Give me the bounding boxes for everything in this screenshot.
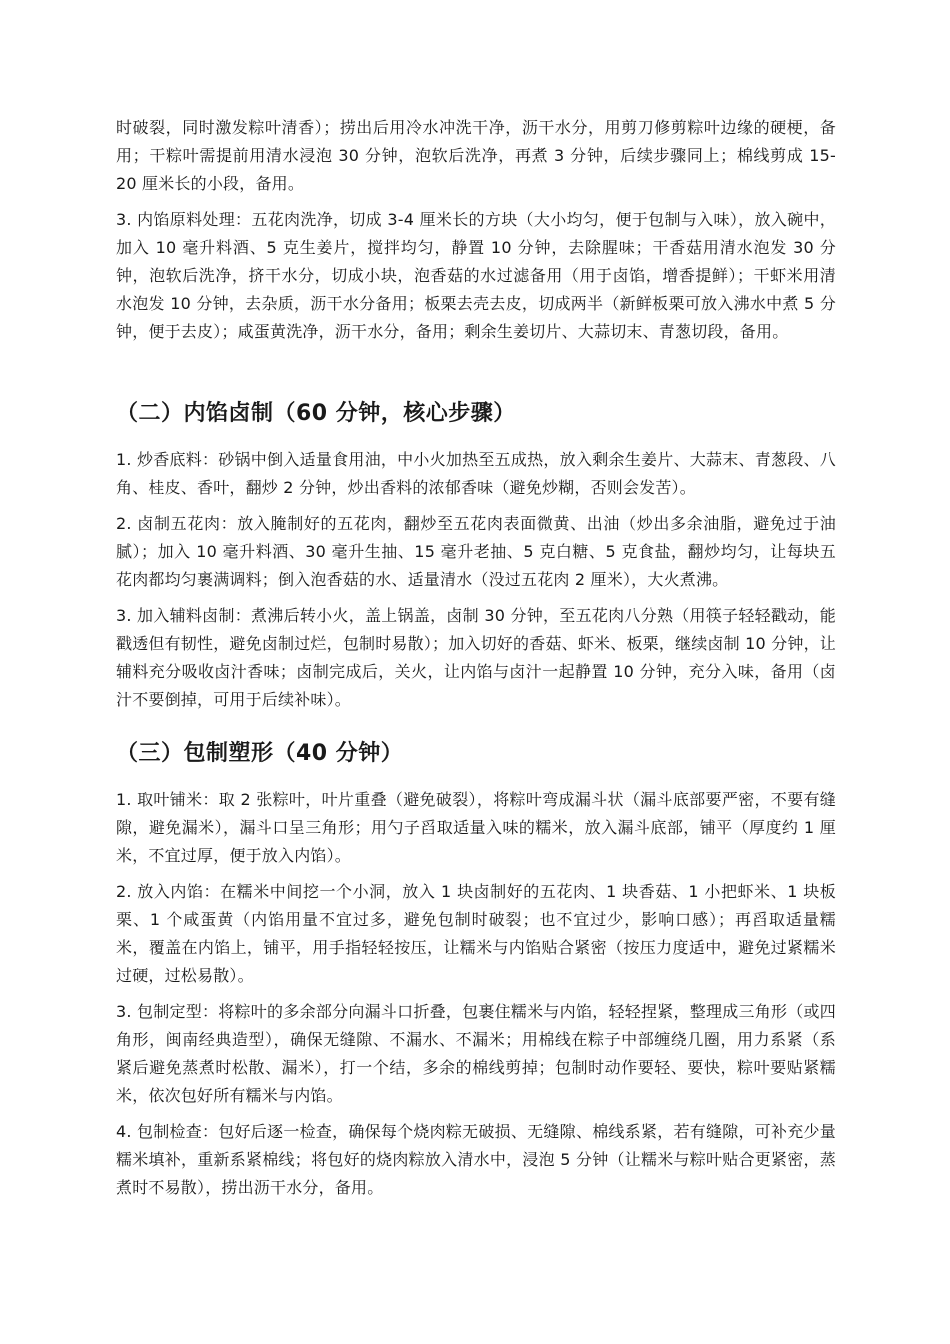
section-heading-braising: （二）内馅卤制（60 分钟，核心步骤） <box>116 401 516 426</box>
paragraph-add-filling: 2. 放入内馅：在糯米中间挖一个小洞，放入 1 块卤制好的五花肉、1 块香菇、1 小把虾米、1 块板栗、1 个咸蛋黄（内馅用量不宜过多，避免包制时破裂；也不宜过少，影响口感）；再舀取适量糯米，覆盖在内馅上，铺平，用手指轻轻按压，让糯米与内馅贴合紧密（按压力度适中，避免过紧糯米过硬，过松易散）。 <box>116 882 836 985</box>
paragraph-lay-leaves: 1. 取叶铺米：取 2 张粽叶，叶片重叠（避免破裂），将粽叶弯成漏斗状（漏斗底部要严密，不要有缝隙，避免漏米），漏斗口呈三角形；用勺子舀取适量入味的糯米，放入漏斗底部，铺平（厚度约 1 厘米，不宜过厚，便于放入内馅）。 <box>116 790 836 865</box>
paragraph-braise-pork: 2. 卤制五花肉：放入腌制好的五花肉，翻炒至五花肉表面微黄、出油（炒出多余油脂，避免过于油腻）；加入 10 毫升料酒、30 毫升生抽、15 毫升老抽、5 克白糖、5 克食盐，翻炒均匀，让每块五花肉都均匀裹满调料；倒入泡香菇的水、适量清水（没过五花肉 2 厘米），大火煮沸。 <box>116 514 836 589</box>
paragraph-continued: 时破裂，同时激发粽叶清香）；捞出后用冷水冲洗干净，沥干水分，用剪刀修剪粽叶边缘的硬梗，备用；干粽叶需提前用清水浸泡 30 分钟，泡软后洗净，再煮 3 分钟，后续步骤同上；棉线剪成 15-20 厘米长的小段，备用。 <box>116 118 836 193</box>
paragraph-add-ingredients: 3. 加入辅料卤制：煮沸后转小火，盖上锅盖，卤制 30 分钟，至五花肉八分熟（用筷子轻轻戳动，能戳透但有韧性，避免卤制过烂，包制时易散）；加入切好的香菇、虾米、板栗，继续卤制 10 分钟，让辅料充分吸收卤汁香味；卤制完成后，关火，让内馅与卤汁一起静置 10 分钟，充分入味，备用（卤汁不要倒掉，可用于后续补味）。 <box>116 606 836 709</box>
section-heading-wrapping: （三）包制塑形（40 分钟） <box>116 741 404 766</box>
paragraph-saute-base: 1. 炒香底料：砂锅中倒入适量食用油，中小火加热至五成热，放入剩余生姜片、大蒜末、青葱段、八角、桂皮、香叶，翻炒 2 分钟，炒出香料的浓郁香味（避免炒糊，否则会发苦）。 <box>116 450 836 497</box>
paragraph-shape: 3. 包制定型：将粽叶的多余部分向漏斗口折叠，包裹住糯米与内馅，轻轻捏紧，整理成三角形（或四角形，闽南经典造型），确保无缝隙、不漏水、不漏米；用棉线在粽子中部缠绕几圈，用力系紧（系紧后避免蒸煮时松散、漏米），打一个结，多余的棉线剪掉；包制时动作要轻、要快，粽叶要贴紧糯米，依次包好所有糯米与内馅。 <box>116 1002 836 1105</box>
paragraph-check: 4. 包制检查：包好后逐一检查，确保每个烧肉粽无破损、无缝隙、棉线系紧，若有缝隙，可补充少量糯米填补，重新系紧棉线；将包好的烧肉粽放入清水中，浸泡 5 分钟（让糯米与粽叶贴合更紧密，蒸煮时不易散），捞出沥干水分，备用。 <box>116 1122 836 1197</box>
paragraph-filling-prep: 3. 内馅原料处理：五花肉洗净，切成 3-4 厘米长的方块（大小均匀，便于包制与入味），放入碗中，加入 10 毫升料酒、5 克生姜片，搅拌均匀，静置 10 分钟，去除腥味；干香菇用清水泡发 30 分钟，泡软后洗净，挤干水分，切成小块，泡香菇的水过滤备用（用于卤馅，增香提鲜）；干虾米用清水泡发 10 分钟，去杂质，沥干水分备用；板栗去壳去皮，切成两半（新鲜板栗可放入沸水中煮 5 分钟，便于去皮）；咸蛋黄洗净，沥干水分，备用；剩余生姜切片、大蒜切末、青葱切段，备用。 <box>116 210 836 341</box>
